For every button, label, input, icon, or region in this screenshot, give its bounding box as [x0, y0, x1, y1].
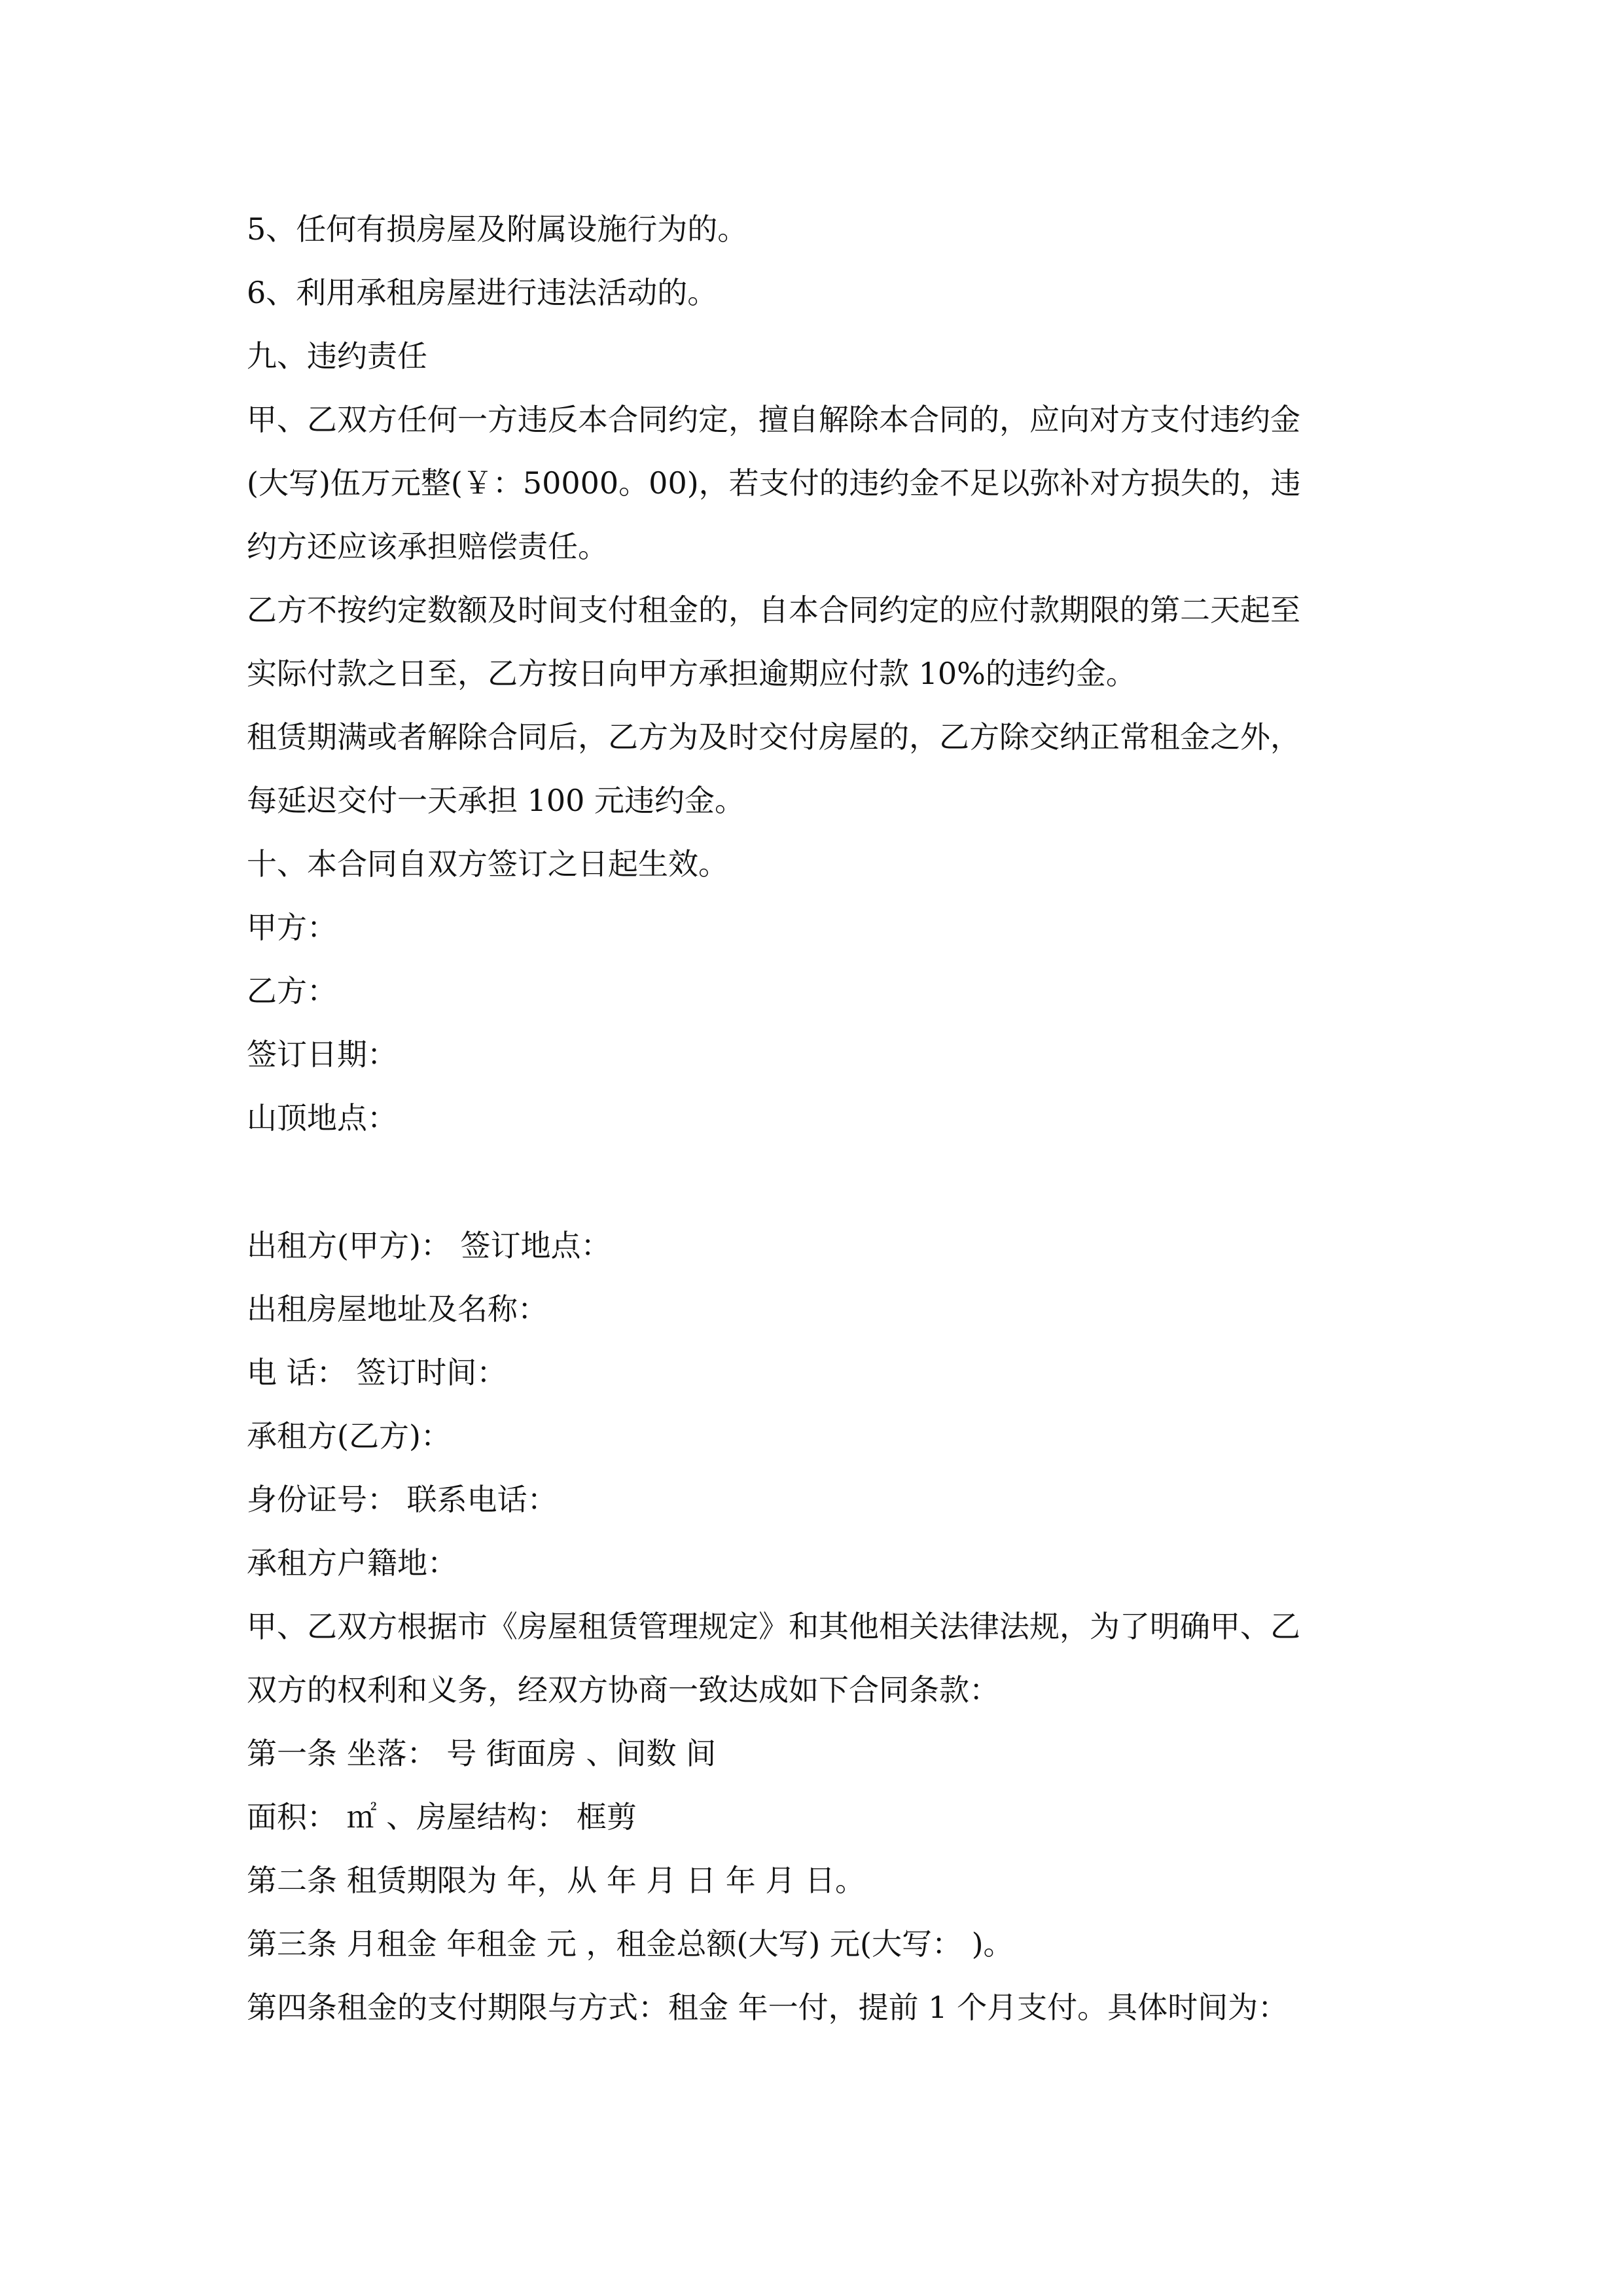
article-3-rent: 第三条 月租金 年租金 元 ，租金总额(大写) 元(大写： )。 — [247, 1926, 1014, 1962]
clause-10: 十、本合同自双方签订之日起生效。 — [247, 846, 728, 882]
party-b-label: 乙方： — [247, 973, 337, 1009]
article-4-payment: 第四条租金的支付期限与方式：租金 年一付，提前 1 个月支付。具体时间为： — [247, 1990, 1289, 2025]
clause-9-para-2-line-1: 乙方不按约定数额及时间支付租金的，自本合同约定的应付款期限的第二天起至 — [247, 592, 1300, 628]
signing-date-label: 签订日期： — [247, 1037, 397, 1072]
article-1-location: 第一条 坐落： 号 街面房 、间数 间 — [247, 1736, 717, 1771]
phone-line: 电 话： 签订时间： — [247, 1355, 507, 1390]
clause-9-para-3-line-1: 租赁期满或者解除合同后，乙方为及时交付房屋的，乙方除交纳正常租金之外， — [247, 719, 1300, 755]
clause-9-para-2-line-2: 实际付款之日至，乙方按日向甲方承担逾期应付款 10%的违约金。 — [247, 656, 1136, 691]
clause-9-para-3-line-2: 每延迟交付一天承担 100 元违约金。 — [247, 783, 745, 818]
preamble-line-1: 甲、乙双方根据市《房屋租赁管理规定》和其他相关法律法规，为了明确甲、乙 — [247, 1609, 1300, 1644]
clause-9-para-1-line-1: 甲、乙双方任何一方违反本合同约定，擅自解除本合同的，应向对方支付违约金 — [247, 402, 1300, 437]
article-1-area: 面积： ㎡ 、房屋结构： 框剪 — [247, 1799, 637, 1835]
article-2-term: 第二条 租赁期限为 年，从 年 月 日 年 月 日。 — [247, 1863, 865, 1898]
clause-8-item-5: 5、任何有损房屋及附属设施行为的。 — [247, 211, 748, 247]
lessee-line: 承租方(乙方)： — [247, 1418, 451, 1454]
location-label: 山顶地点： — [247, 1100, 397, 1136]
lessor-line: 出租方(甲方)： 签订地点： — [247, 1228, 611, 1263]
clause-8-item-6: 6、利用承租房屋进行违法活动的。 — [247, 275, 718, 310]
preamble-line-2: 双方的权利和义务，经双方协商一致达成如下合同条款： — [247, 1672, 999, 1708]
clause-9-para-1-line-2: (大写)伍万元整(￥：50000。00)，若支付的违约金不足以弥补对方损失的，违 — [247, 465, 1301, 501]
party-a-label: 甲方： — [247, 910, 337, 945]
clause-9-heading: 九、违约责任 — [247, 338, 427, 374]
lessee-household-line: 承租方户籍地： — [247, 1545, 457, 1581]
clause-9-para-1-line-3: 约方还应该承担赔偿责任。 — [247, 529, 608, 564]
property-address-line: 出租房屋地址及名称： — [247, 1291, 548, 1327]
id-number-line: 身份证号： 联系电话： — [247, 1482, 558, 1517]
